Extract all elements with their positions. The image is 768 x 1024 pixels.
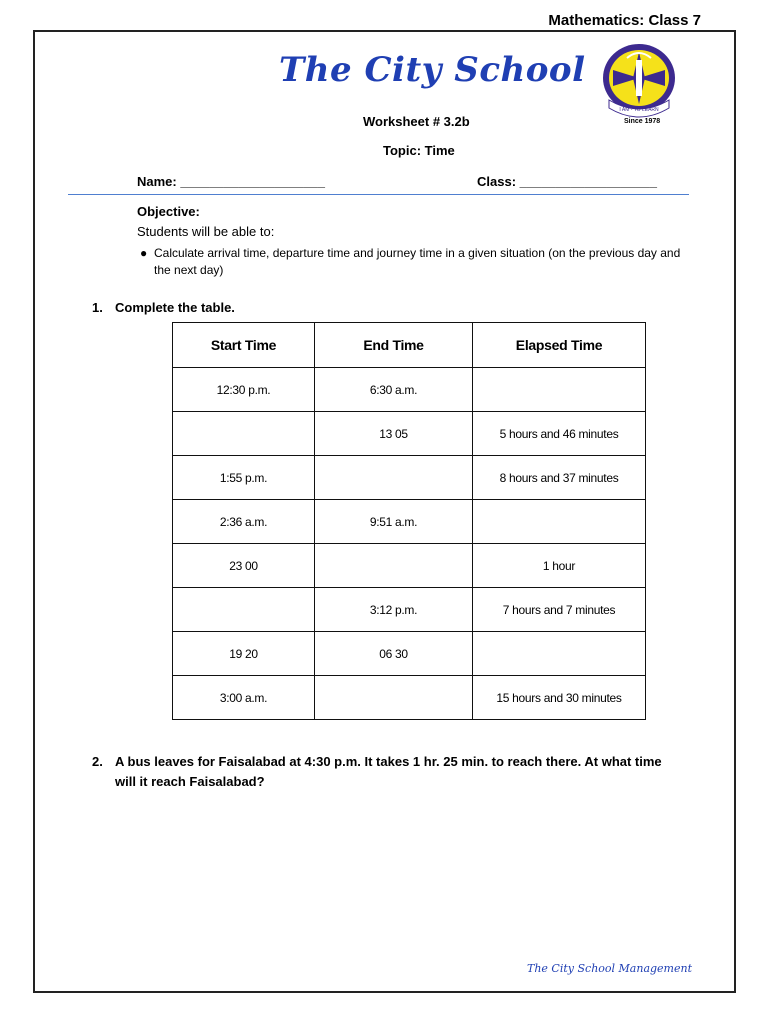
table-cell[interactable]: 3:12 p.m. <box>315 588 473 632</box>
question-1 <box>92 300 235 315</box>
school-title: The City School <box>279 50 586 90</box>
table-cell[interactable]: 06 30 <box>315 632 473 676</box>
objective-intro: Students will be able to: <box>137 224 275 239</box>
table-row <box>173 676 646 720</box>
table-row <box>173 588 646 632</box>
question-1-text: Complete the table. <box>115 300 235 315</box>
question-2-line2: will it reach Faisalabad? <box>115 774 265 789</box>
objective-bullet-text: Calculate arrival time, departure time and journey time in a given situation (on the previous day and the next day) <box>154 246 681 277</box>
table-cell[interactable] <box>173 412 315 456</box>
table-cell[interactable] <box>173 588 315 632</box>
table-cell[interactable]: 15 hours and 30 minutes <box>473 676 646 720</box>
table-row <box>173 632 646 676</box>
header-end-time: End Time <box>315 323 473 368</box>
table-cell[interactable] <box>473 368 646 412</box>
worksheet-title: Worksheet # 3.2b <box>363 114 470 129</box>
logo-since: Since 1978 <box>624 118 661 125</box>
table-cell[interactable]: 2:36 a.m. <box>173 500 315 544</box>
table-header-row <box>173 323 646 368</box>
bullet-icon: ● <box>140 246 148 260</box>
footer-text: The City School Management <box>527 962 692 975</box>
time-table <box>172 322 646 720</box>
question-2-line1: A bus leaves for Faisalabad at 4:30 p.m. It takes 1 hr. 25 min. to reach there. At what time <box>115 754 662 769</box>
table-row <box>173 456 646 500</box>
table-cell[interactable]: 13 05 <box>315 412 473 456</box>
table-cell[interactable] <box>473 632 646 676</box>
table-row <box>173 412 646 456</box>
subject-class-header: Mathematics: Class 7 <box>548 12 701 29</box>
table-cell[interactable] <box>315 456 473 500</box>
class-field[interactable]: Class: ___________________ <box>477 174 658 189</box>
objective-title: Objective: <box>137 204 200 219</box>
objective-bullet <box>140 245 700 279</box>
table-cell[interactable] <box>315 676 473 720</box>
table-cell[interactable] <box>315 544 473 588</box>
header-start-time: Start Time <box>173 323 315 368</box>
table-row <box>173 500 646 544</box>
table-cell[interactable]: 1:55 p.m. <box>173 456 315 500</box>
question-1-number: 1. <box>92 300 103 315</box>
school-logo-icon <box>599 40 679 130</box>
table-cell[interactable]: 8 hours and 37 minutes <box>473 456 646 500</box>
divider <box>68 194 689 195</box>
table-cell[interactable]: 1 hour <box>473 544 646 588</box>
table-row <box>173 544 646 588</box>
table-cell[interactable]: 5 hours and 46 minutes <box>473 412 646 456</box>
table-cell[interactable] <box>473 500 646 544</box>
header-elapsed-time: Elapsed Time <box>473 323 646 368</box>
name-field[interactable]: Name: ____________________ <box>137 174 325 189</box>
table-cell[interactable]: 23 00 <box>173 544 315 588</box>
table-cell[interactable]: 9:51 a.m. <box>315 500 473 544</box>
table-cell[interactable]: 7 hours and 7 minutes <box>473 588 646 632</box>
worksheet-topic: Topic: Time <box>383 143 455 158</box>
table-cell[interactable]: 19 20 <box>173 632 315 676</box>
table-row <box>173 368 646 412</box>
question-2 <box>92 752 712 792</box>
question-2-number: 2. <box>92 754 103 769</box>
table-cell[interactable]: 12:30 p.m. <box>173 368 315 412</box>
logo-motto: I AM - TO LEARN <box>619 107 659 113</box>
table-cell[interactable]: 6:30 a.m. <box>315 368 473 412</box>
table-cell[interactable]: 3:00 a.m. <box>173 676 315 720</box>
